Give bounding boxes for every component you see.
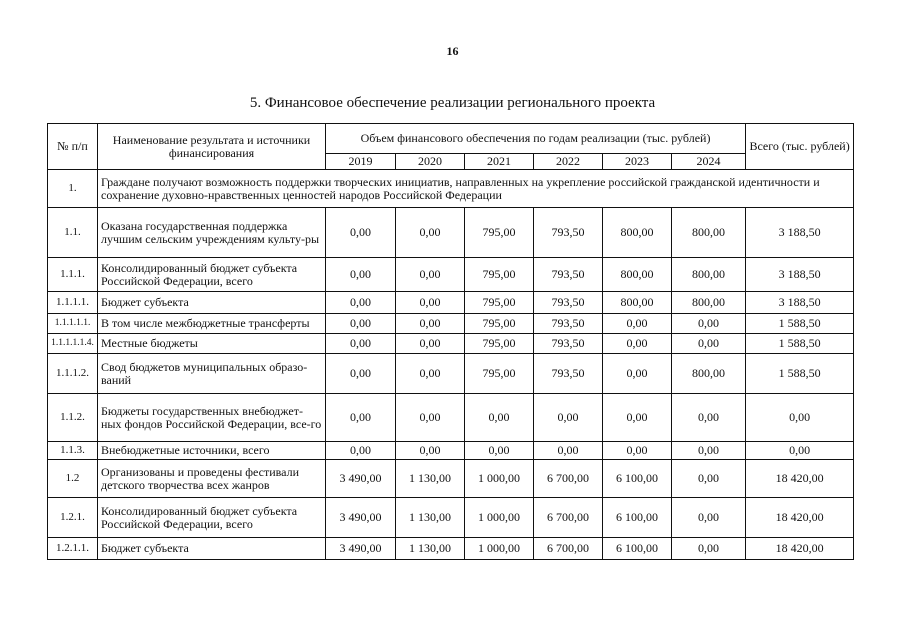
table-row xyxy=(48,314,854,334)
header-year: 2020 xyxy=(396,154,465,170)
year-value-2024: 800,00 xyxy=(672,292,746,314)
year-value-2021: 0,00 xyxy=(465,442,534,460)
row-number: 1.1.3. xyxy=(48,442,98,460)
year-value-2021: 795,00 xyxy=(465,258,534,292)
table-row xyxy=(48,538,854,560)
year-value-2019: 0,00 xyxy=(326,442,396,460)
year-value-2019: 0,00 xyxy=(326,354,396,394)
year-value-2020: 1 130,00 xyxy=(396,498,465,538)
year-value-2020: 0,00 xyxy=(396,354,465,394)
row-name: Бюджет субъекта xyxy=(98,538,326,560)
row-number: 1.1.1.1.1.4. xyxy=(48,334,98,354)
year-value-2022: 793,50 xyxy=(534,258,603,292)
row-number: 1.1.2. xyxy=(48,394,98,442)
row-name: Консолидированный бюджет субъекта Российской Федерации, всего xyxy=(98,258,326,292)
row-name: Местные бюджеты xyxy=(98,334,326,354)
year-value-2022: 793,50 xyxy=(534,334,603,354)
row-number: 1.2 xyxy=(48,460,98,498)
year-value-2024: 0,00 xyxy=(672,314,746,334)
year-value-2021: 1 000,00 xyxy=(465,498,534,538)
year-value-2022: 793,50 xyxy=(534,314,603,334)
row-number: 1.2.1.1. xyxy=(48,538,98,560)
year-value-2024: 0,00 xyxy=(672,442,746,460)
section-row-num: 1. xyxy=(48,170,98,208)
row-number: 1.1.1. xyxy=(48,258,98,292)
year-value-2022: 793,50 xyxy=(534,292,603,314)
year-value-2019: 0,00 xyxy=(326,394,396,442)
row-number: 1.2.1. xyxy=(48,498,98,538)
row-name: Внебюджетные источники, всего xyxy=(98,442,326,460)
year-value-2020: 0,00 xyxy=(396,334,465,354)
year-value-2019: 0,00 xyxy=(326,208,396,258)
year-value-2021: 795,00 xyxy=(465,314,534,334)
year-value-2020: 1 130,00 xyxy=(396,460,465,498)
section-title: 5. Финансовое обеспечение реализации регионального проекта xyxy=(249,95,656,111)
year-value-2023: 800,00 xyxy=(603,292,672,314)
year-value-2023: 6 100,00 xyxy=(603,460,672,498)
year-value-2021: 795,00 xyxy=(465,334,534,354)
year-value-2020: 0,00 xyxy=(396,208,465,258)
row-name: Бюджет субъекта xyxy=(98,292,326,314)
year-value-2021: 795,00 xyxy=(465,292,534,314)
year-value-2021: 1 000,00 xyxy=(465,538,534,560)
row-number: 1.1.1.1.1. xyxy=(48,314,98,334)
year-value-2023: 0,00 xyxy=(603,394,672,442)
year-value-2023: 0,00 xyxy=(603,442,672,460)
year-value-2019: 0,00 xyxy=(326,314,396,334)
table-row xyxy=(48,394,854,442)
header-year: 2022 xyxy=(534,154,603,170)
year-value-2021: 1 000,00 xyxy=(465,460,534,498)
header-total: Всего (тыс. рублей) xyxy=(746,124,854,170)
row-total: 18 420,00 xyxy=(746,460,854,498)
header-num: № п/п xyxy=(48,124,98,170)
row-number: 1.1. xyxy=(48,208,98,258)
header-year: 2019 xyxy=(326,154,396,170)
table-row xyxy=(48,334,854,354)
year-value-2024: 0,00 xyxy=(672,394,746,442)
year-value-2021: 795,00 xyxy=(465,354,534,394)
header-year: 2024 xyxy=(672,154,746,170)
row-total: 0,00 xyxy=(746,394,854,442)
year-value-2022: 6 700,00 xyxy=(534,498,603,538)
table-row xyxy=(48,208,854,258)
year-value-2023: 800,00 xyxy=(603,208,672,258)
year-value-2024: 0,00 xyxy=(672,538,746,560)
year-value-2020: 0,00 xyxy=(396,258,465,292)
table-row xyxy=(48,460,854,498)
table-row xyxy=(48,354,854,394)
year-value-2024: 0,00 xyxy=(672,334,746,354)
row-name: Организованы и проведены фестивали детского творчества всех жанров xyxy=(98,460,326,498)
year-value-2024: 0,00 xyxy=(672,460,746,498)
year-value-2024: 800,00 xyxy=(672,354,746,394)
year-value-2019: 3 490,00 xyxy=(326,498,396,538)
financing-table xyxy=(47,123,854,560)
row-name: Оказана государственная поддержка лучшим сельским учреждениям культу-ры xyxy=(98,208,326,258)
table-row xyxy=(48,258,854,292)
year-value-2023: 800,00 xyxy=(603,258,672,292)
table-row xyxy=(48,498,854,538)
year-value-2024: 800,00 xyxy=(672,258,746,292)
year-value-2022: 793,50 xyxy=(534,354,603,394)
year-value-2022: 6 700,00 xyxy=(534,460,603,498)
header-name: Наименование результата и источники финансирования xyxy=(98,124,326,170)
row-number: 1.1.1.1. xyxy=(48,292,98,314)
row-total: 18 420,00 xyxy=(746,498,854,538)
row-number: 1.1.1.2. xyxy=(48,354,98,394)
year-value-2020: 0,00 xyxy=(396,314,465,334)
row-total: 1 588,50 xyxy=(746,334,854,354)
row-total: 3 188,50 xyxy=(746,208,854,258)
row-name: Свод бюджетов муниципальных образо-ваний xyxy=(98,354,326,394)
header-year: 2021 xyxy=(465,154,534,170)
row-name: Бюджеты государственных внебюджет-ных фондов Российской Федерации, все-го xyxy=(98,394,326,442)
year-value-2019: 0,00 xyxy=(326,292,396,314)
year-value-2023: 6 100,00 xyxy=(603,498,672,538)
row-name: В том числе межбюджетные трансферты xyxy=(98,314,326,334)
row-total: 0,00 xyxy=(746,442,854,460)
year-value-2019: 0,00 xyxy=(326,258,396,292)
year-value-2022: 0,00 xyxy=(534,394,603,442)
year-value-2019: 3 490,00 xyxy=(326,460,396,498)
page-number: 16 xyxy=(446,44,459,58)
year-value-2024: 0,00 xyxy=(672,498,746,538)
header-year: 2023 xyxy=(603,154,672,170)
table-row xyxy=(48,442,854,460)
table-row xyxy=(48,292,854,314)
year-value-2019: 0,00 xyxy=(326,334,396,354)
row-total: 1 588,50 xyxy=(746,314,854,334)
row-total: 18 420,00 xyxy=(746,538,854,560)
row-total: 3 188,50 xyxy=(746,258,854,292)
year-value-2020: 0,00 xyxy=(396,442,465,460)
year-value-2023: 6 100,00 xyxy=(603,538,672,560)
year-value-2023: 0,00 xyxy=(603,334,672,354)
year-value-2022: 0,00 xyxy=(534,442,603,460)
year-value-2023: 0,00 xyxy=(603,354,672,394)
row-total: 3 188,50 xyxy=(746,292,854,314)
header-years-group: Объем финансового обеспечения по годам реализации (тыс. рублей) xyxy=(326,124,746,154)
row-total: 1 588,50 xyxy=(746,354,854,394)
year-value-2022: 6 700,00 xyxy=(534,538,603,560)
year-value-2024: 800,00 xyxy=(672,208,746,258)
year-value-2023: 0,00 xyxy=(603,314,672,334)
section-row xyxy=(48,170,854,208)
year-value-2022: 793,50 xyxy=(534,208,603,258)
section-row-text: Граждане получают возможность поддержки творческих инициатив, направленных на укрепление российской гражданской идентичности и сохранение духовно-нравственных ценностей народов Российской Федерации xyxy=(98,170,854,208)
year-value-2020: 0,00 xyxy=(396,292,465,314)
row-name: Консолидированный бюджет субъекта Российской Федерации, всего xyxy=(98,498,326,538)
year-value-2021: 795,00 xyxy=(465,208,534,258)
year-value-2021: 0,00 xyxy=(465,394,534,442)
year-value-2020: 1 130,00 xyxy=(396,538,465,560)
year-value-2019: 3 490,00 xyxy=(326,538,396,560)
year-value-2020: 0,00 xyxy=(396,394,465,442)
